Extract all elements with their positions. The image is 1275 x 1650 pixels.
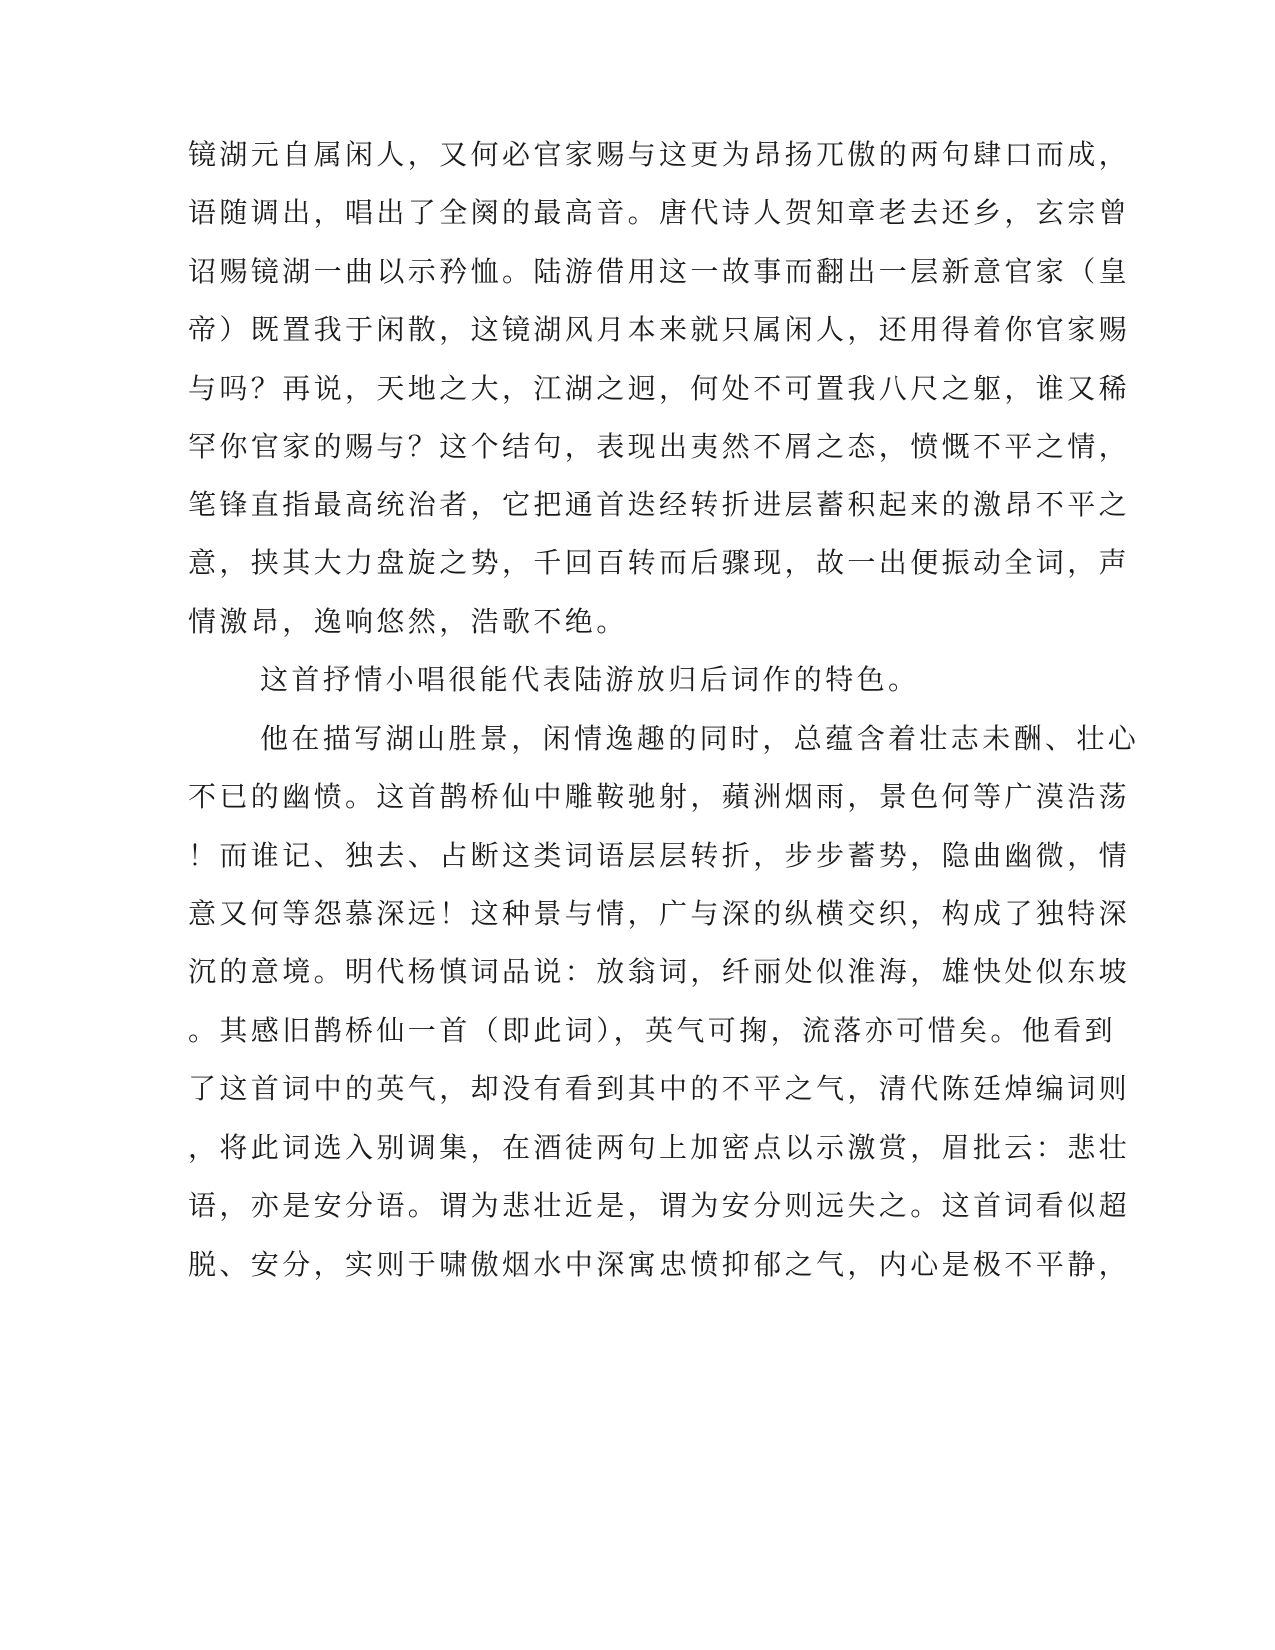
text-line: 语随调出，唱出了全阕的最高音。唐代诗人贺知章老去还乡，玄宗曾 [188,196,1131,229]
text-line: 不已的幽愤。这首鹊桥仙中雕鞍驰射，蘋洲烟雨，景色何等广漠浩荡 [188,780,1131,813]
text-line: 了这首词中的英气，却没有看到其中的不平之气，清代陈廷焯编词则 [188,1072,1131,1105]
text-line: 情激昂，逸响悠然，浩歌不绝。 [188,605,628,638]
text-line: 他在描写湖山胜景，闲情逸趣的同时，总蕴含着壮志未酬、壮心 [260,722,1140,755]
text-line: 镜湖元自属闲人，又何必官家赐与这更为昂扬兀傲的两句肆口而成， [188,138,1131,171]
text-line: 。其感旧鹊桥仙一首（即此词），英气可掬，流落亦可惜矣。他看到 [188,1014,1117,1047]
text-line: 罕你官家的赐与？这个结句，表现出夷然不屑之态，愤慨不平之情， [188,430,1131,463]
text-line: 与吗？再说，天地之大，江湖之迥，何处不可置我八尺之躯，谁又稀 [188,372,1131,405]
text-line: 诏赐镜湖一曲以示矜恤。陆游借用这一故事而翻出一层新意官家（皇 [188,255,1131,288]
text-line: 帝）既置我于闲散，这镜湖风月本来就只属闲人，还用得着你官家赐 [188,313,1131,346]
text-line: ，将此词选入别调集，在酒徒两句上加密点以示激赏，眉批云：悲壮 [188,1131,1131,1164]
text-line: 笔锋直指最高统治者，它把通首迭经转折进层蓄积起来的激昂不平之 [188,488,1131,521]
text-line: 意又何等怨慕深远！这种景与情，广与深的纵横交织，构成了独特深 [188,897,1131,930]
text-line: 沉的意境。明代杨慎词品说：放翁词，纤丽处似淮海，雄快处似东坡 [188,955,1131,988]
text-line: ！而谁记、独去、占断这类词语层层转折，步步蓄势，隐曲幽微，情 [188,839,1131,872]
text-line: 脱、安分，实则于啸傲烟水中深寓忠愤抑郁之气，内心是极不平静， [188,1248,1131,1281]
text-line: 这首抒情小唱很能代表陆游放归后词作的特色。 [260,663,920,696]
text-line: 意，挟其大力盘旋之势，千回百转而后骤现，故一出便振动全词，声 [188,546,1131,579]
text-line: 语，亦是安分语。谓为悲壮近是，谓为安分则远失之。这首词看似超 [188,1189,1131,1222]
